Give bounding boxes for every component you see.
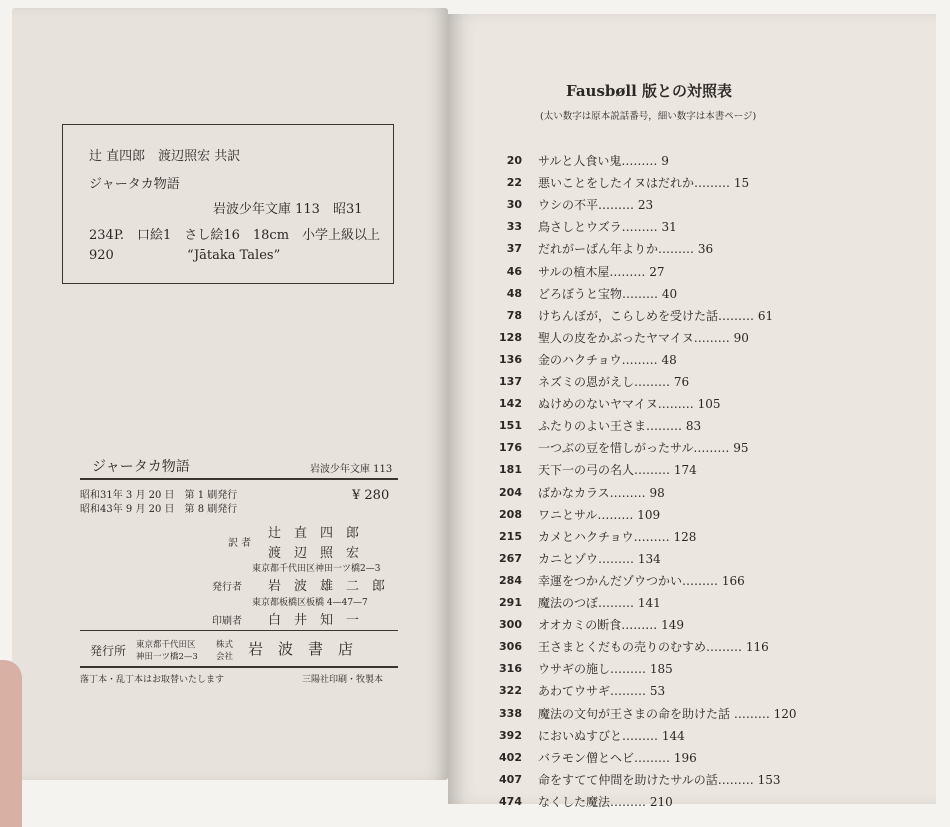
story-number: 316	[499, 662, 522, 676]
story-title: なくした魔法……… 210	[538, 794, 673, 809]
story-title: ウサギの施し……… 185	[538, 662, 673, 677]
story-title: カメとハクチョウ……… 128	[538, 529, 697, 544]
story-title: サルの植木屋……… 27	[538, 264, 665, 279]
house-address-1: 東京都千代田区	[136, 640, 196, 650]
story-number: 267	[499, 551, 522, 565]
story-title: あわてウサギ……… 53	[538, 684, 666, 699]
story-number: 78	[506, 308, 522, 322]
story-title: 一つぶの豆を惜しがったサル……… 95	[538, 441, 749, 456]
story-number: 284	[499, 573, 522, 587]
divider	[80, 666, 398, 668]
divider	[80, 478, 398, 480]
publisher-name: 岩 波 雄 二 郎	[268, 579, 386, 594]
price: ¥ 280	[352, 488, 390, 503]
story-title: 聖人の皮をかぶったヤマイヌ……… 90	[538, 330, 749, 345]
translator-2: 渡 辺 照 宏	[268, 546, 360, 561]
series-info: 岩波少年文庫 113 昭31	[213, 202, 363, 217]
story-title: サルと人食い鬼……… 9	[538, 154, 669, 168]
story-number: 181	[499, 463, 522, 477]
story-number: 392	[499, 728, 522, 742]
story-title: ワニとサル……… 109	[538, 507, 661, 522]
story-number: 137	[499, 375, 522, 388]
story-title: 悪いことをしたイヌはだれか……… 15	[538, 176, 750, 191]
story-number: 33	[506, 220, 522, 234]
story-title: 魔法のつぼ……… 141	[538, 596, 661, 610]
house-address-2: 神田一ツ橋2—3	[136, 652, 198, 662]
house-label: 発行所	[90, 644, 127, 658]
story-number: 338	[499, 706, 522, 720]
translators: 辻 直四郎 渡辺照宏 共訳	[89, 149, 241, 164]
english-title: “Jātaka Tales”	[187, 248, 281, 263]
story-number: 322	[499, 684, 522, 698]
story-number: 176	[499, 441, 522, 455]
story-title: 命をすてて仲間を助けたサルの話……… 153	[538, 772, 781, 787]
edition-first: 昭和31年 3 月 20 日 第 1 刷発行	[80, 490, 238, 501]
story-title: ぬけめのないヤマイヌ……… 105	[538, 397, 721, 412]
divider	[80, 630, 398, 631]
story-title: ばかなカラス……… 98	[538, 485, 665, 500]
story-title: ネズミの恩がえし……… 76	[538, 375, 690, 389]
printer-label: 印刷者	[212, 616, 242, 627]
story-number: 215	[499, 529, 522, 543]
story-title: オオカミの断食……… 149	[538, 618, 684, 633]
story-number: 208	[499, 507, 522, 521]
story-title: においぬすびと……… 144	[538, 728, 685, 743]
printer-address: 東京都板橋区板橋 4—47—7	[252, 598, 368, 608]
story-number: 37	[506, 242, 522, 256]
story-title: 天下一の弓の名人……… 174	[538, 463, 697, 478]
story-title: カニとゾウ……… 134	[538, 551, 661, 566]
translator-label: 訳 者	[228, 538, 252, 549]
story-number: 142	[499, 397, 522, 411]
edition-eighth: 昭和43年 9 月 20 日 第 8 刷発行	[80, 504, 238, 515]
printer-name: 白 井 知 一	[268, 613, 360, 628]
story-title: どろぼうと宝物……… 40	[538, 286, 678, 301]
classification-code: 920	[89, 248, 114, 263]
story-number: 402	[499, 750, 522, 764]
book-title: ジャータカ物語	[89, 177, 180, 192]
story-title: 金のハクチョウ……… 48	[538, 352, 677, 367]
publisher-label: 発行者	[212, 582, 242, 593]
story-number: 128	[499, 330, 522, 344]
story-number: 20	[506, 154, 522, 167]
story-title: ふたりのよい王さま……… 83	[538, 419, 702, 434]
story-title: 鳥さしとウズラ……… 31	[538, 220, 677, 235]
story-title: 幸運をつかんだゾウつかい……… 166	[538, 573, 745, 588]
story-title: けちんぼが，こらしめを受けた話……… 61	[538, 308, 774, 323]
story-number: 300	[499, 618, 522, 632]
house-type-1: 株式	[216, 640, 234, 650]
table-subtitle: (太い数字は原本説話番号，細い数字は本書ページ)	[540, 111, 757, 122]
story-title: 魔法の文句が王さまの命を助けた話 ……… 120	[538, 706, 797, 721]
story-title: 王さまとくだもの売りのむすめ……… 116	[538, 640, 769, 655]
colophon-title: ジャータカ物語	[92, 459, 190, 475]
colophon-series: 岩波少年文庫 113	[310, 464, 393, 475]
story-number: 407	[499, 772, 522, 786]
print-shop: 三陽社印刷・牧製本	[302, 675, 384, 685]
bibliographic-card	[62, 124, 394, 284]
story-number: 30	[506, 198, 522, 212]
story-number: 151	[499, 419, 522, 433]
house-type-2: 会社	[216, 652, 234, 662]
story-title: ウシの不平……… 23	[538, 198, 654, 213]
translator-address: 東京都千代田区神田一ツ橋2—3	[252, 564, 381, 574]
story-number: 136	[499, 352, 522, 366]
story-number: 48	[506, 286, 522, 300]
house-name: 岩 波 書 店	[248, 640, 354, 658]
story-number: 474	[499, 794, 522, 808]
replacement-notice: 落丁本・乱丁本はお取替いたします	[80, 675, 225, 685]
story-number: 22	[506, 176, 522, 190]
table-title: Fausbøll 版との対照表	[566, 82, 733, 100]
story-number: 46	[506, 264, 522, 278]
story-title: バラモン僧とヘビ……… 196	[538, 750, 697, 765]
story-number: 306	[499, 640, 522, 654]
book-specs: 234P. 口絵1 さし絵16 18cm 小学上級以上	[89, 228, 381, 243]
translator-1: 辻 直 四 郎	[268, 526, 360, 541]
thumb	[0, 660, 22, 827]
story-number: 291	[499, 596, 522, 609]
story-number: 204	[499, 485, 522, 499]
story-title: だれがーばん年よりか……… 36	[538, 242, 714, 257]
